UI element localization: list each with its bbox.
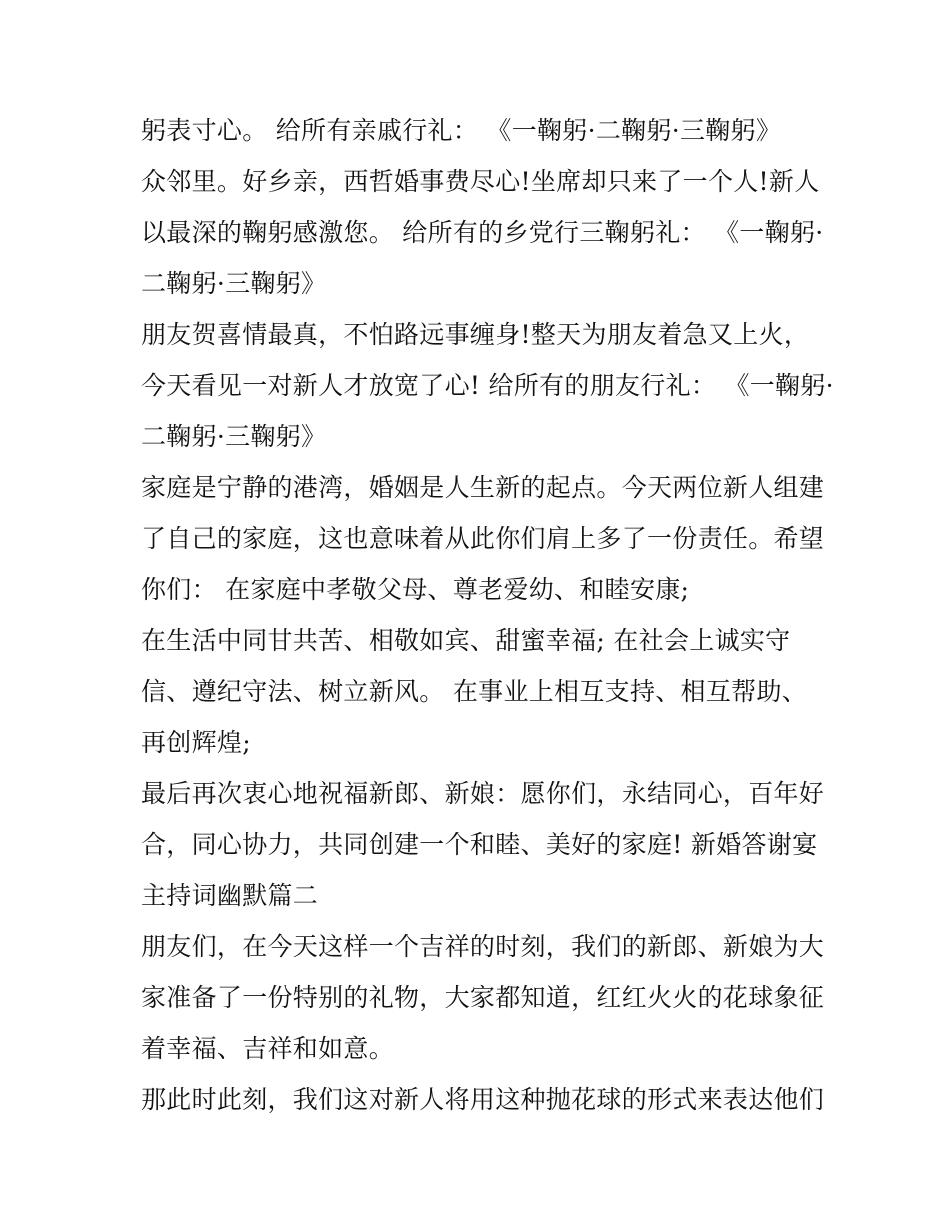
- text-line: 合，同心协力，共同创建一个和睦、美好的家庭! 新婚答谢宴: [141, 830, 818, 859]
- text-line: 二鞠躬·三鞠躬》: [141, 422, 327, 451]
- text-line: 了自己的家庭，这也意味着从此你们肩上多了一份责任。希望: [141, 524, 825, 553]
- text-line: 在生活中同甘共苦、相敬如宾、甜蜜幸福; 在社会上诚实守: [141, 626, 791, 655]
- section-heading: 主持词幽默篇二: [141, 881, 319, 910]
- text-line: 朋友贺喜情最真，不怕路远事缠身!整天为朋友着急又上火，: [141, 320, 810, 349]
- text-line: 众邻里。好乡亲，西哲婚事费尽心!坐席却只来了一个人!新人: [141, 167, 820, 196]
- text-line: 最后再次衷心地祝福新郎、新娘：愿你们，永结同心，百年好: [141, 779, 825, 808]
- text-line: 家准备了一份特别的礼物，大家都知道，红红火火的花球象征: [141, 983, 825, 1012]
- text-line: 那此时此刻，我们这对新人将用这种抛花球的形式来表达他们: [141, 1085, 825, 1114]
- text-line: 二鞠躬·三鞠躬》: [141, 269, 327, 298]
- text-line: 着幸福、吉祥和如意。: [141, 1034, 395, 1063]
- text-line: 家庭是宁静的港湾，婚姻是人生新的起点。今天两位新人组建: [141, 473, 825, 502]
- text-line: 以最深的鞠躬感激您。 给所有的乡党行三鞠躬礼： 《一鞠躬·: [141, 218, 824, 247]
- text-line: 信、遵纪守法、树立新风。 在事业上相互支持、相互帮助、: [141, 677, 808, 706]
- text-line: 朋友们，在今天这样一个吉祥的时刻，我们的新郎、新娘为大: [141, 932, 825, 961]
- text-line: 再创辉煌;: [141, 728, 251, 757]
- text-line: 躬表寸心。 给所有亲戚行礼： 《一鞠躬·二鞠躬·三鞠躬》: [141, 116, 782, 145]
- text-line: 今天看见一对新人才放宽了心! 给所有的朋友行礼： 《一鞠躬·: [141, 371, 834, 400]
- text-line: 你们： 在家庭中孝敬父母、尊老爱幼、和睦安康;: [141, 575, 690, 604]
- body-text: [141, 110, 834, 1130]
